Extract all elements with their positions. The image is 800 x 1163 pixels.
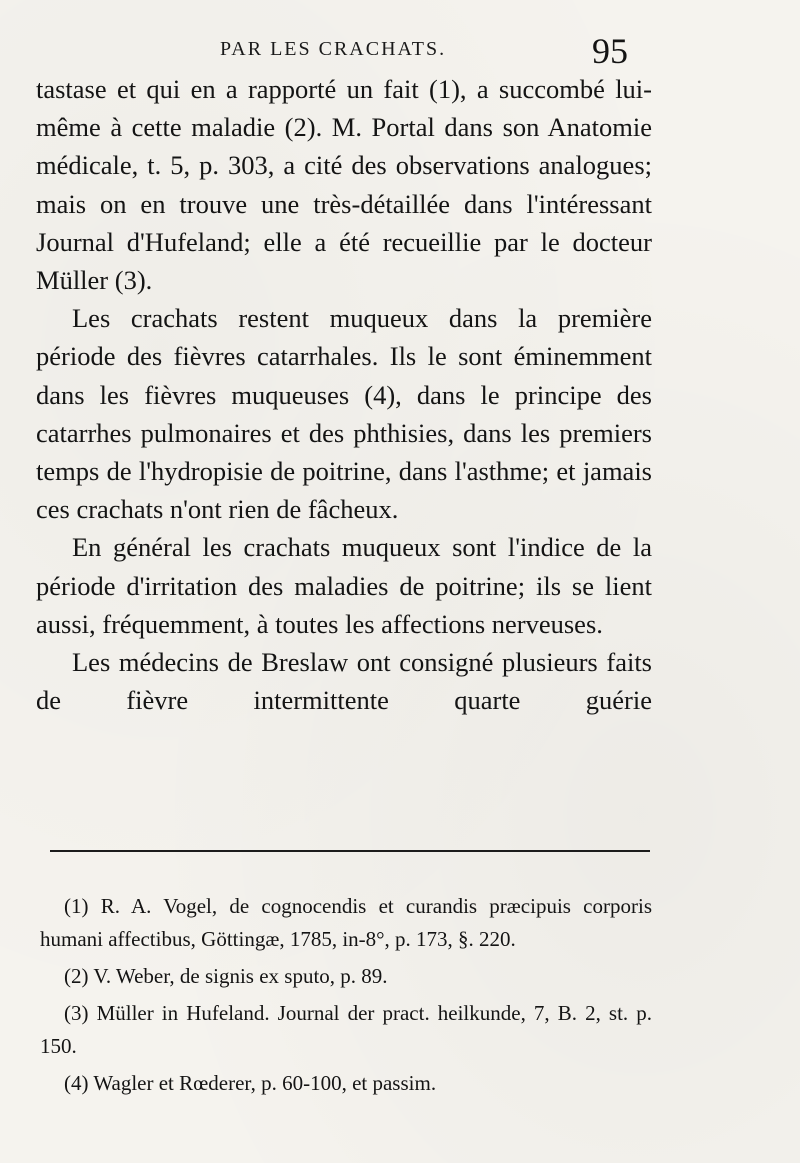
paragraph-crachats-muqueux: Les crachats restent muqueux dans la première période des fièvres catarrhales. Ils le sont éminemment dans les fièvres muqueuses (4), dans le principe des catarrhes pulmonaires et des phthisies, dans les premiers temps de l'hydropisie de poitrine, dans l'asthme; et jamais ces crachats n'ont rien de fâcheux. bbox=[36, 303, 652, 525]
main-text bbox=[36, 70, 652, 719]
footnotes bbox=[40, 890, 652, 1104]
paragraph-en-general: En général les crachats muqueux sont l'indice de la période d'irritation des maladies de poitrine; ils se lient aussi, fréquemment, à toutes les affections nerveuses. bbox=[36, 532, 652, 639]
paragraph-continuation: tastase et qui en a rapporté un fait (1), a succombé lui-même à cette maladie (2). M. Portal dans son Anatomie médicale, t. 5, p. 303, a cité des observations analogues; mais on en trouve une très-détaillée dans l'intéressant Journal d'Hufeland; elle a été recueillie par le docteur Müller (3). bbox=[36, 74, 652, 296]
footnote-1: (1) R. A. Vogel, de cognocendis et curandis præcipuis corporis humani affectibus, Göttingæ, 1785, in-8°, p. 173, §. 220. bbox=[40, 894, 652, 951]
running-head bbox=[0, 31, 800, 71]
footnote-4: (4) Wagler et Rœderer, p. 60-100, et passim. bbox=[64, 1071, 437, 1095]
footnote-divider bbox=[50, 850, 650, 852]
paragraph-breslaw: Les médecins de Breslaw ont consigné plusieurs faits de fièvre intermittente quarte guérie bbox=[36, 647, 652, 716]
running-title: PAR LES CRACHATS. bbox=[220, 38, 447, 60]
page-number: 95 bbox=[592, 31, 628, 71]
footnote-3: (3) Müller in Hufeland. Journal der pract. heilkunde, 7, B. 2, st. p. 150. bbox=[40, 1001, 652, 1058]
footnote-2: (2) V. Weber, de signis ex sputo, p. 89. bbox=[64, 964, 388, 988]
